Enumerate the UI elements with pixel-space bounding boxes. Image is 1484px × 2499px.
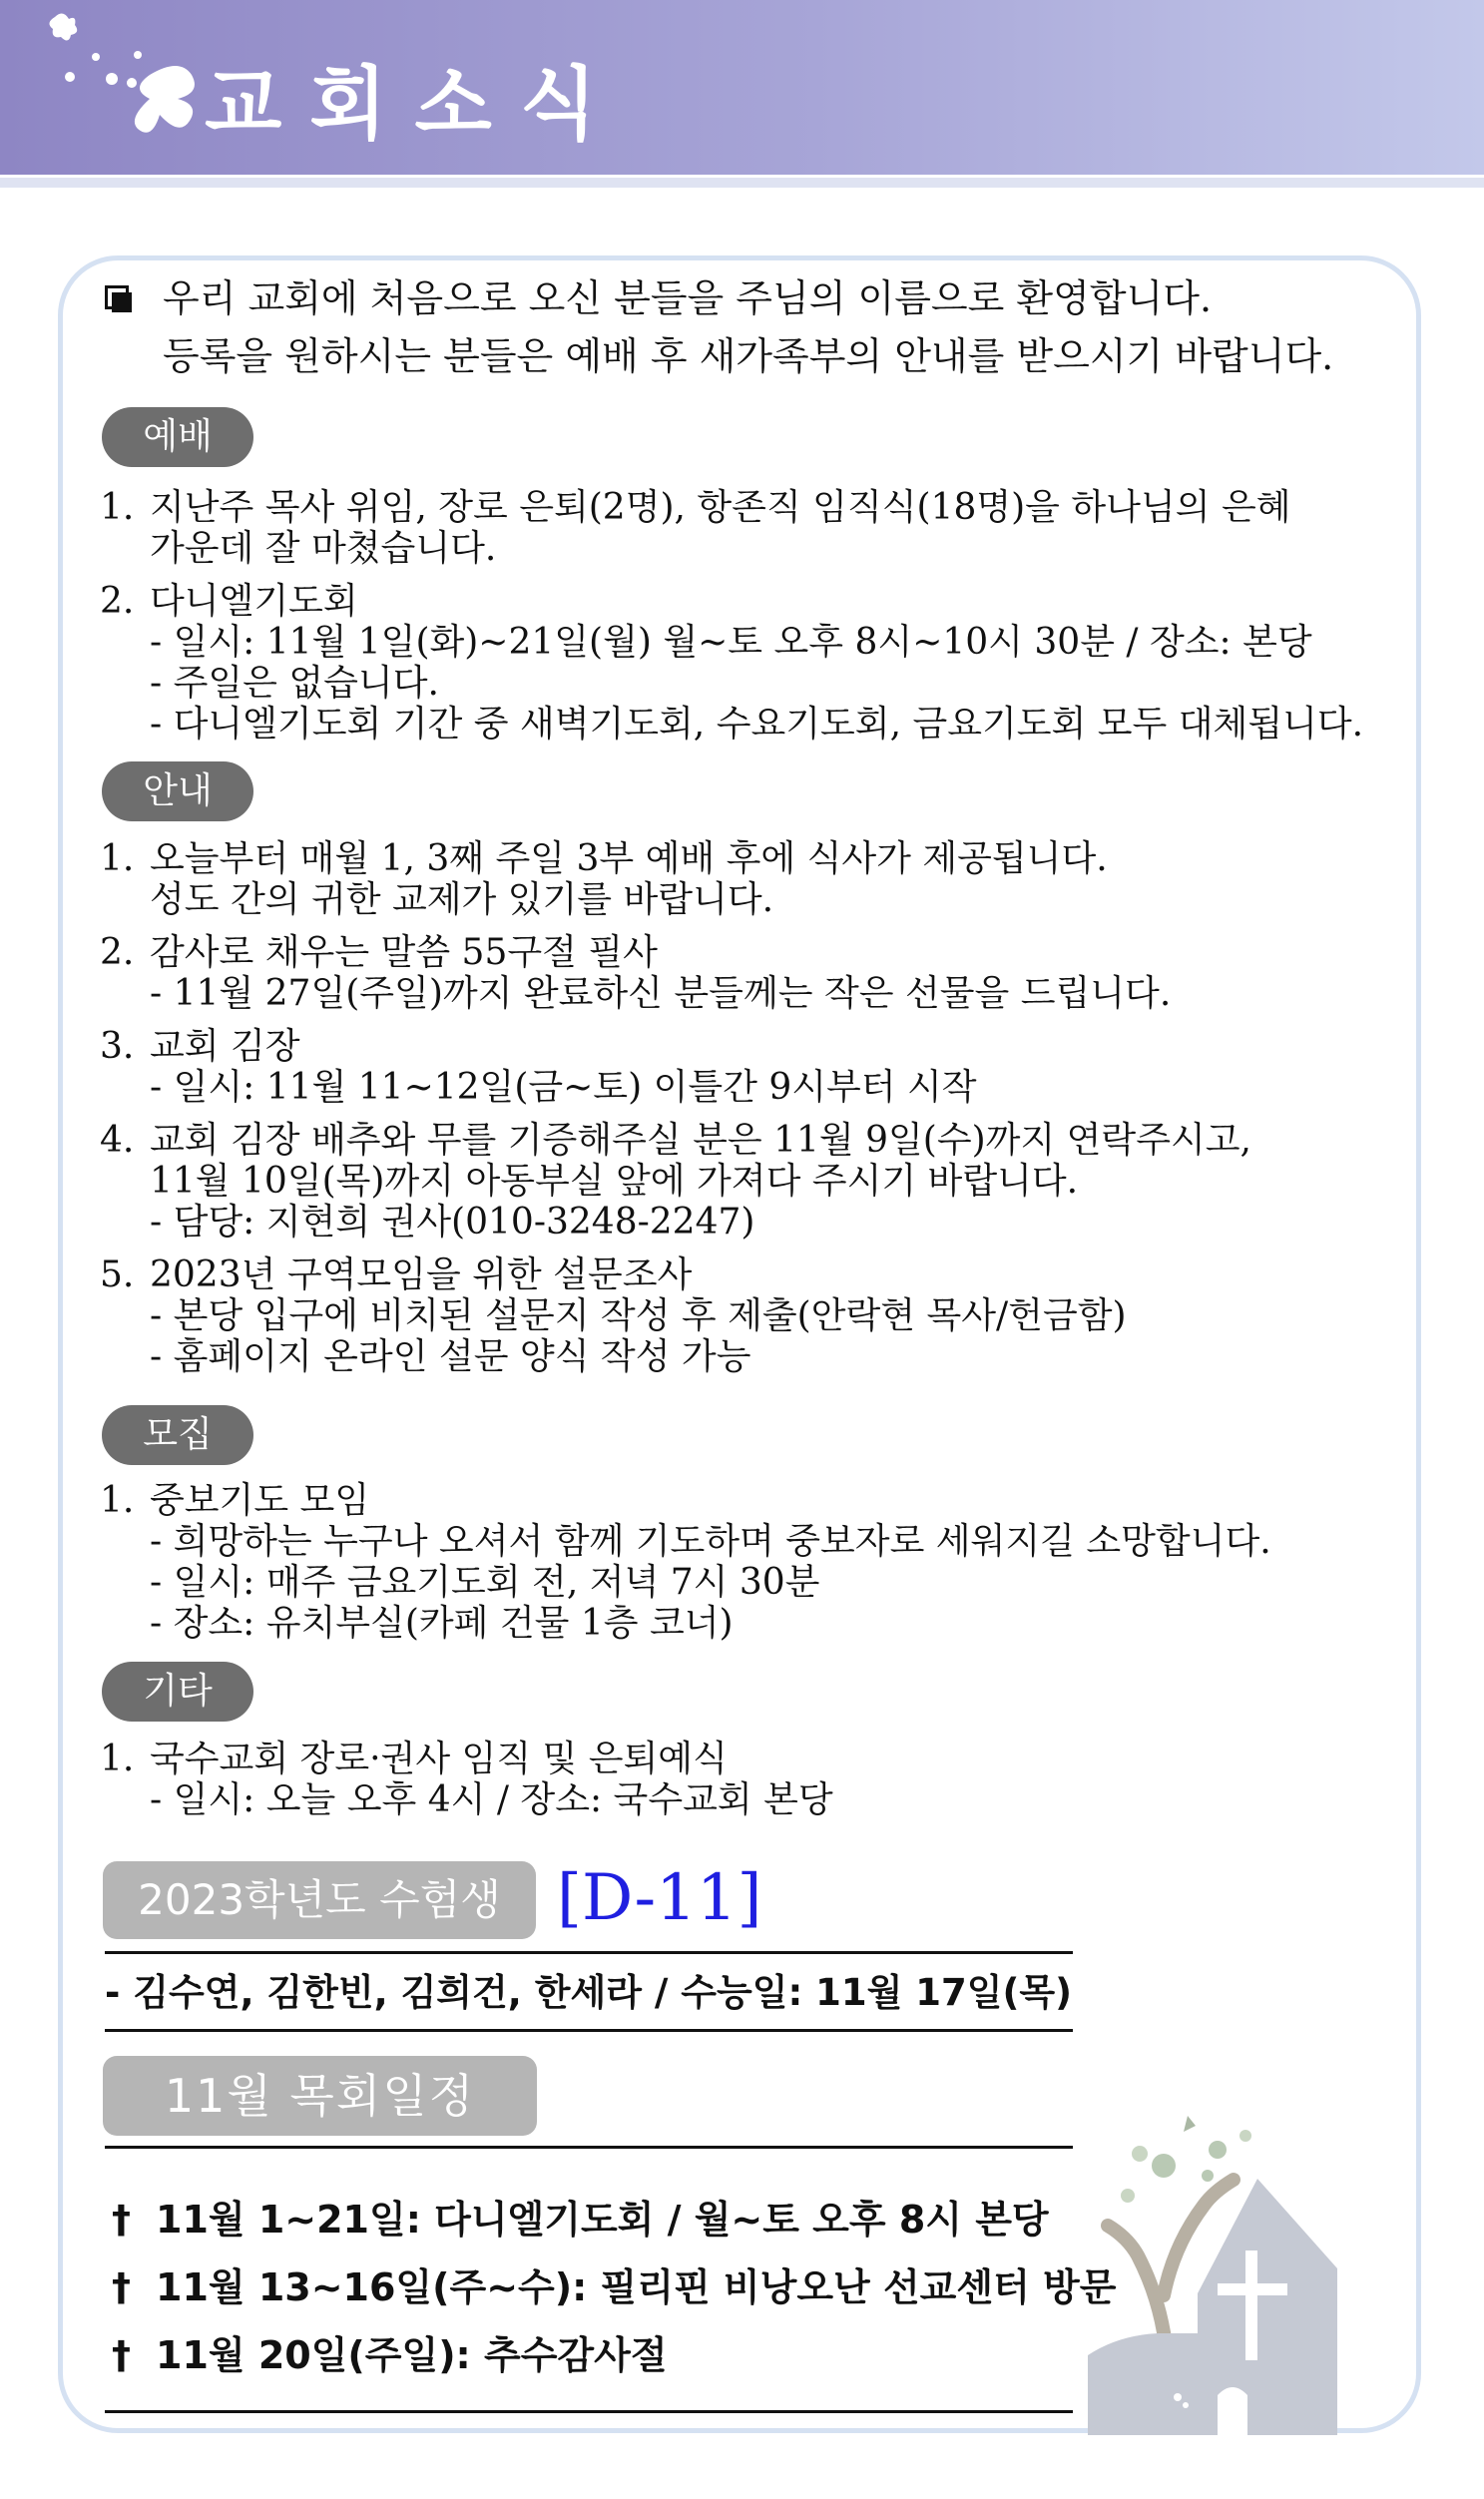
- section-badge-notice: 안내: [102, 761, 253, 821]
- welcome-line-2: 등록을 원하시는 분들은 예배 후 새가족부의 안내를 받으시기 바랍니다.: [163, 334, 1334, 378]
- cross-icon: †: [112, 2265, 131, 2309]
- exam-label: 2023학년도 수험생: [103, 1861, 536, 1939]
- butterfly-icon: [20, 5, 210, 155]
- section-notice: [100, 838, 1397, 1389]
- section-badge-worship: 예배: [102, 407, 253, 467]
- list-item: 1. 국수교회 장로·권사 임직 및 은퇴예식 - 일시: 오늘 오후 4시 / 장소: 국수교회 본당: [100, 1739, 833, 1820]
- section-recruit: [100, 1480, 1397, 1656]
- schedule-label: 11월 목회일정: [103, 2056, 537, 2136]
- cross-icon: †: [112, 2333, 131, 2377]
- list-item: 1. 오늘부터 매월 1, 3째 주일 3부 예배 후에 식사가 제공됩니다. 성도 간의 귀한 교제가 있기를 바랍니다.: [100, 838, 1108, 920]
- schedule-divider-bottom: [105, 2410, 1073, 2413]
- cross-icon: †: [112, 2198, 131, 2242]
- list-item: 3. 교회 김장 - 일시: 11월 11~12일(금~토) 이틀간 9시부터 시작: [100, 1026, 977, 1108]
- welcome-message: [105, 269, 1412, 385]
- page-title: 교회소식: [205, 58, 626, 151]
- exam-divider-bottom: [105, 2029, 1073, 2032]
- dday-counter: [D-11]: [557, 1861, 762, 1935]
- exam-students: - 김수연, 김한빈, 김희건, 한세라 / 수능일: 11월 17일(목): [105, 1971, 1073, 2014]
- list-item: 2. 다니엘기도회 - 일시: 11월 1일(화)~21일(월) 월~토 오후 8시~10시 30분 / 장소: 본당 - 주일은 없습니다. - 다니엘기도회 기간 중 새벽기도회, 수요기도회, 금요기도회 모두 대체됩니다.: [100, 581, 1364, 745]
- section-etc: [100, 1739, 1397, 1832]
- schedule-item: † 11월 20일(주일): 추수감사절: [112, 2321, 1116, 2389]
- schedule-item: † 11월 1~21일: 다니엘기도회 / 월~토 오후 8시 본당: [112, 2186, 1116, 2253]
- header-banner: [0, 0, 1484, 175]
- section-worship: [100, 487, 1397, 756]
- welcome-line-1: 우리 교회에 처음으로 오신 분들을 주님의 이름으로 환영합니다.: [163, 276, 1213, 320]
- exam-divider-top: [105, 1951, 1073, 1954]
- list-item: 2. 감사로 채우는 말씀 55구절 필사 - 11월 27일(주일)까지 완료하신 분들께는 작은 선물을 드립니다.: [100, 932, 1172, 1014]
- checkbox-bullet-icon: [105, 285, 129, 309]
- header-divider: [0, 178, 1484, 188]
- schedule-list: [112, 2186, 1116, 2389]
- list-item: 1. 중보기도 모임 - 희망하는 누구나 오셔서 함께 기도하며 중보자로 세워지길 소망합니다. - 일시: 매주 금요기도회 전, 저녁 7시 30분 - 장소: 유치부실(카페 건물 1층 코너): [100, 1480, 1271, 1644]
- section-badge-recruit: 모집: [102, 1405, 253, 1465]
- church-illustration-icon: [1068, 2106, 1397, 2435]
- schedule-item: † 11월 13~16일(주~수): 필리핀 비낭오난 선교센터 방문: [112, 2253, 1116, 2321]
- schedule-divider-top: [105, 2146, 1073, 2149]
- list-item: 1. 지난주 목사 위임, 장로 은퇴(2명), 항존직 임직식(18명)을 하나님의 은혜 가운데 잘 마쳤습니다.: [100, 487, 1291, 569]
- list-item: 4. 교회 김장 배추와 무를 기증해주실 분은 11월 9일(수)까지 연락주시고, 11월 10일(목)까지 아동부실 앞에 가져다 주시기 바랍니다. - 담당: 지현희 권사(010-3248-2247): [100, 1120, 1251, 1243]
- section-badge-etc: 기타: [102, 1662, 253, 1722]
- list-item: 5. 2023년 구역모임을 위한 설문조사 - 본당 입구에 비치된 설문지 작성 후 제출(안락현 목사/헌금함) - 홈페이지 온라인 설문 양식 작성 가능: [100, 1254, 1127, 1377]
